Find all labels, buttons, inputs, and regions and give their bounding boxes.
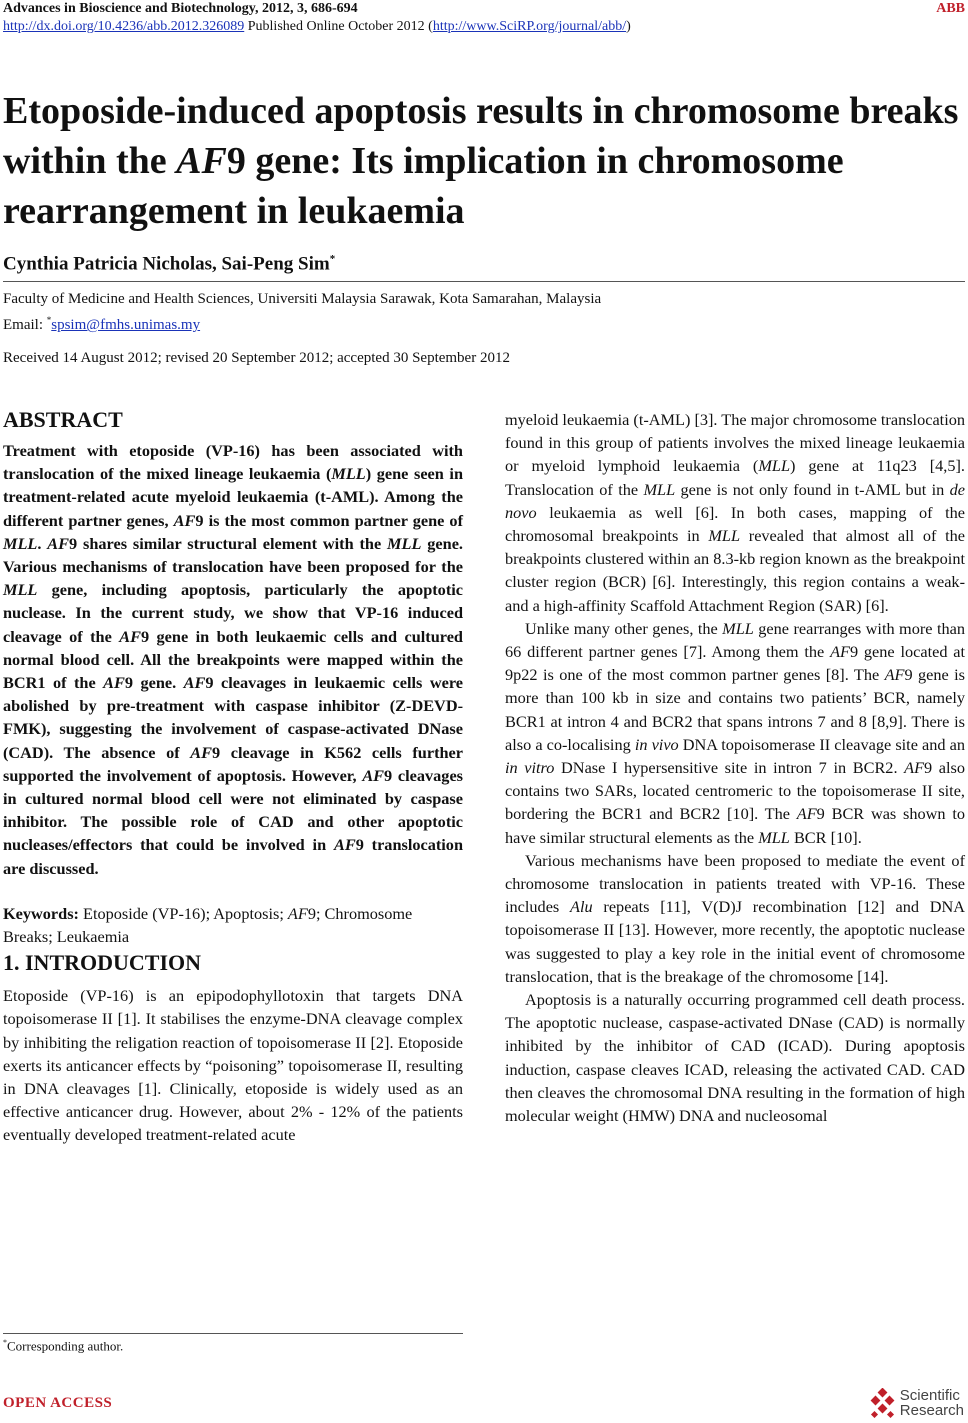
keywords-label: Keywords: — [3, 903, 79, 923]
footnote-text: Corresponding author. — [7, 1338, 124, 1354]
italic-term: AF — [183, 673, 206, 693]
doi-line — [3, 18, 965, 36]
text-run: ) gene at 11q23 [4,5]. Translocation of the — [505, 456, 965, 499]
text-run: 9 cleavages in cultured normal blood cell were not eliminated by caspase inhibitor. The possible role of CAD and other apoptotic nucleases/effectors that could be involved in — [3, 765, 464, 855]
text-run: 9 is the most common partner gene of — [195, 510, 463, 530]
text-run: Various mechanisms have been proposed to mediate the event of chromosome translocation in patients treated with VP-16. These includes — [505, 850, 965, 917]
text-run: 9 gene is more than 100 kb in size and contains two patients’ BCR, namely BCR1 at intron 4 and BCR2 that spans introns 7 and 8 [8,9]. There is also a co-localising — [505, 665, 966, 754]
italic-term: AF — [884, 665, 905, 685]
text-run: myeloid leukaemia (t-AML) [3]. The major chromosome translocation found in this group of patients involves the mixed lineage leukaemia or myeloid lymphoid leukaemia ( — [505, 410, 965, 476]
publisher-logo — [870, 1388, 964, 1418]
italic-term: AF — [173, 510, 196, 530]
italic-term: AF — [830, 642, 850, 662]
italic-term: MLL — [331, 464, 366, 484]
publisher-line-2: Research — [899, 1402, 964, 1419]
text-run: 9 translocation are discussed. — [3, 835, 464, 878]
text-run: ) gene seen in treatment-related acute myeloid leukaemia (t-AML). Among the different partner genes, — [3, 464, 464, 530]
text-run: repeats [11], V(D)J recombination [12] and DNA topoisomerase II [13]. However, more recently, the apoptotic nuclease was suggested to play a key role in the initial event of chromosome translocation, that is the breakage of the chromosome [14]. — [505, 897, 966, 986]
footnote-mark: * — [3, 1338, 7, 1347]
abstract-heading: ABSTRACT — [3, 407, 123, 432]
body-paragraph — [505, 617, 965, 849]
affiliation-line: Faculty of Medicine and Health Sciences, Universiti Malaysia Sarawak, Kota Samarahan, Malaysia — [3, 291, 602, 307]
text-run: 9 gene in both leukaemic cells and cultured normal blood cell. All the breakpoints were mapped within the BCR1 of the — [3, 626, 463, 693]
published-text: Published Online October 2012 ( — [244, 19, 433, 34]
text-run: revealed that almost all of the breakpoints clustered within an 8.3-kb region known as the breakpoint cluster region (BCR) [6]. Interestingly, this region contains a weak- and a high-affinity Scaffold Attachment Region (SAR) [6]. — [505, 526, 965, 615]
text-run: 9; Chromosome Breaks; Leukaemia — [3, 903, 413, 947]
footnote — [3, 1338, 123, 1354]
email-label: Email: — [3, 317, 47, 333]
title-italic-gene: AF — [176, 140, 227, 182]
corresponding-mark: * — [329, 253, 336, 265]
author-list — [3, 253, 335, 275]
italic-term: MLL — [722, 618, 754, 638]
journal-abbrev: ABB — [936, 1, 965, 16]
email-mark: * — [46, 315, 52, 325]
divider — [3, 281, 965, 282]
text-run: 9 BCR was shown to have similar structural elements as the — [505, 804, 965, 847]
italic-term: MLL — [758, 456, 791, 476]
received-dates: Received 14 August 2012; revised 20 September 2012; accepted 30 September 2012 — [3, 350, 510, 366]
italic-term: in vivo — [634, 734, 679, 754]
open-access-label: OPEN ACCESS — [3, 1395, 113, 1411]
keywords — [3, 902, 463, 948]
text-run: 9 also contains two SARs, located centromeric to the topoisomerase II site, bordering the BCR1 and BCR2 [10]. The — [505, 758, 966, 824]
italic-term: de novo — [505, 479, 966, 522]
italic-term: MLL — [643, 479, 676, 499]
text-run: Apoptosis is a naturally occurring programmed cell death process. The apoptotic nuclease, caspase-activated DNase (CAD) is normally inhibited by the inhibitor of CAD (ICAD). During apoptosis induction, caspase cleaves ICAD, releasing the activated CAD. CAD then cleaves the chromosomal DNA resulting in the formation of high molecular weight (HMW) DNA and nucleosomal — [505, 990, 965, 1126]
footnote-divider — [3, 1333, 463, 1334]
italic-term: MLL — [387, 533, 422, 553]
italic-term: AF — [904, 758, 925, 778]
body-paragraph — [505, 849, 965, 988]
author-names: Cynthia Patricia Nicholas, Sai-Peng Sim — [3, 253, 330, 275]
text-run: Etoposide (VP-16); Apoptosis; — [78, 903, 288, 923]
text-run: BCR [10]. — [789, 827, 862, 847]
italic-term: MLL — [3, 533, 38, 553]
italic-term: AF — [287, 903, 308, 923]
text-run: 9 gene. — [124, 673, 184, 693]
email-link[interactable]: spsim@fmhs.unimas.my — [51, 317, 201, 333]
abstract-text — [3, 439, 463, 880]
text-run: 9 shares similar structural element with the — [69, 533, 388, 553]
italic-term: AF — [333, 835, 356, 855]
italic-term: AF — [119, 626, 141, 646]
italic-term: AF — [190, 742, 212, 762]
article-title — [3, 86, 965, 236]
italic-term: in vitro — [505, 758, 555, 778]
italic-term: MLL — [708, 526, 741, 546]
journal-citation: Advances in Bioscience and Biotechnology, 2012, 3, 686-694 — [3, 1, 358, 16]
text-run: gene, including apoptosis, particularly the apoptotic nuclease. In the current study, we show that VP-16 induced cleavage of the — [3, 580, 463, 646]
title-part-2: 9 gene: Its implication in chromosome rearrangement in leukaemia — [3, 140, 844, 232]
publisher-name — [900, 1388, 964, 1418]
text-run: . — [37, 533, 48, 553]
body-paragraph — [505, 988, 965, 1127]
text-run: gene is not only found in t-AML but in — [675, 479, 950, 499]
introduction-paragraph — [3, 984, 463, 1146]
text-run: 9 gene located at 9p22 is one of the most common partner genes [8]. The — [505, 642, 966, 685]
text-run: 9 cleavages in leukaemic cells were abolished by pre-treatment with caspase inhibitor (Z-DEVD-FMK), suggesting the involvement of caspase-activated DNase (CAD). The absence of — [3, 673, 463, 762]
italic-term: MLL — [3, 580, 38, 600]
text-run: Treatment with etoposide (VP-16) has been associated with translocation of the mixed lineage leukaemia ( — [3, 441, 463, 484]
italic-term: AF — [362, 765, 385, 785]
close-paren: ) — [626, 19, 631, 34]
body-paragraph — [505, 408, 965, 617]
scientific-research-logo-icon — [870, 1388, 896, 1418]
left-column — [3, 405, 463, 1147]
italic-term: AF — [103, 673, 125, 693]
text-run: 9 cleavage in K562 cells further supported the involvement of apoptosis. However, — [3, 742, 463, 785]
italic-term: Alu — [570, 897, 593, 917]
email-line — [3, 310, 601, 336]
italic-term: AF — [47, 533, 70, 553]
text-run: Etoposide (VP-16) is an epipodophyllotoxin that targets DNA topoisomerase II [1]. It stabilises the enzyme-DNA cleavage complex by inhibiting the religation reaction of topoisomerase II [2]. Etoposide exerts its anticancer effects by “poisoning” topoisomerase II, resulting in DNA cleavages [1]. Clinically, etoposide is widely used as an effective anticancer drug. However, about 2% - 12% of the patients eventually developed treatment-related acute — [3, 986, 463, 1145]
right-column — [505, 408, 965, 1127]
text-run: gene. Various mechanisms of translocation have been proposed for the — [3, 533, 463, 577]
introduction-heading: 1. INTRODUCTION — [3, 950, 202, 976]
text-run: Unlike many other genes, the — [525, 618, 723, 638]
title-part-1: Etoposide-induced apoptosis results in chromosome breaks within the — [3, 90, 959, 182]
text-run: DNase I hypersensitive site in intron 7 in BCR2. — [554, 758, 905, 778]
text-run: gene rearranges with more than 66 different partner genes [7]. Among them the — [505, 618, 965, 662]
journal-link[interactable]: http://www.SciRP.org/journal/abb/ — [432, 19, 627, 34]
text-run: leukaemia as well [6]. In both cases, mapping of the chromosomal breakpoints in — [505, 502, 965, 546]
page-header — [3, 0, 965, 36]
publisher-line-1: Scientific — [899, 1387, 960, 1404]
affiliation-block — [3, 289, 601, 336]
doi-link[interactable]: http://dx.doi.org/10.4236/abb.2012.326089 — [3, 19, 245, 34]
italic-term: MLL — [758, 827, 790, 847]
italic-term: AF — [796, 804, 817, 824]
text-run: DNA topoisomerase II cleavage site and an — [678, 734, 965, 754]
